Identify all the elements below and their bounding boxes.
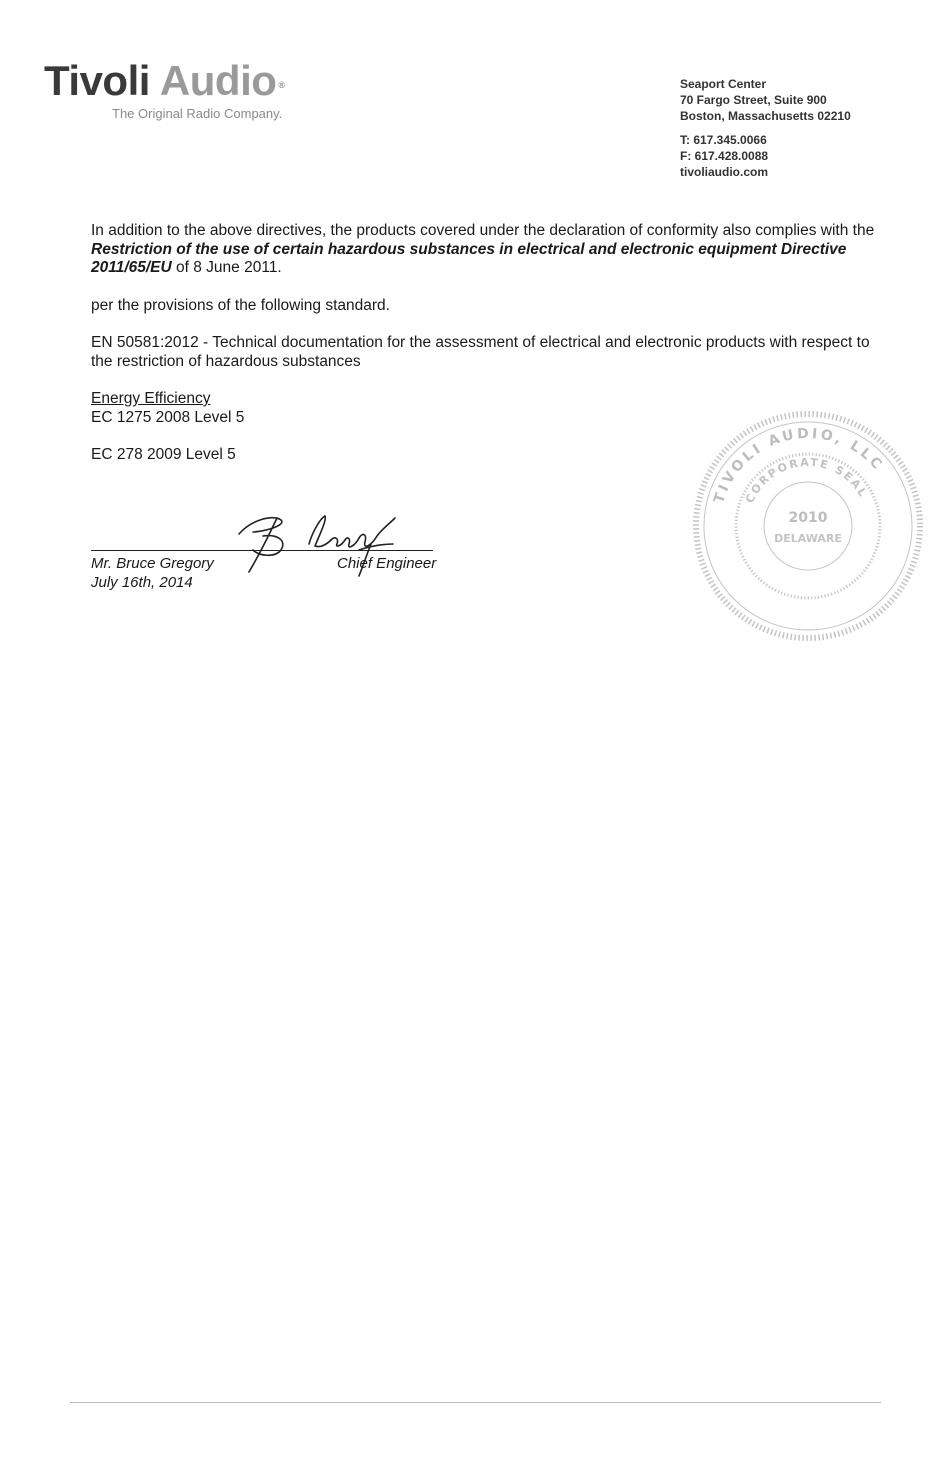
paragraph-directive: In addition to the above directives, the products covered under the declaration of conformity also complies with the Restriction of the use of certain hazardous substances in electrical and electronic equipment Directive 2011/65/EU of 8 June 2011. <box>91 222 875 276</box>
signatory-title: Chief Engineer <box>337 555 437 572</box>
energy-line-2: EC 278 2009 Level 5 <box>91 446 236 463</box>
logo-word-audio: Audio <box>159 57 277 104</box>
logo-wordmark <box>44 58 324 104</box>
address-line-1: Seaport Center <box>680 77 767 91</box>
signature-block <box>91 510 511 610</box>
signature-date: July 16th, 2014 <box>91 574 193 591</box>
signatory-name: Mr. Bruce Gregory <box>91 555 214 572</box>
corporate-seal <box>690 408 926 644</box>
registered-mark: ® <box>278 80 285 90</box>
seal-outer-text: TIVOLI AUDIO, LLC <box>711 425 887 506</box>
logo-word-tivoli: Tivoli <box>44 57 150 104</box>
energy-efficiency-heading: Energy Efficiency <box>91 390 211 407</box>
seal-center-bottom: DELAWARE <box>774 532 842 545</box>
fax-number: F: 617.428.0088 <box>680 149 769 163</box>
footer-divider <box>70 1402 881 1403</box>
address-line-2: 70 Fargo Street, Suite 900 <box>680 93 827 107</box>
paragraph-standard: EN 50581:2012 - Technical documentation for the assessment of electrical and electronic products with respect to the restriction of hazardous substances <box>91 334 870 370</box>
address-line-3: Boston, Massachusetts 02210 <box>680 109 851 123</box>
seal-center-top: 2010 <box>788 510 828 526</box>
company-address <box>680 76 851 180</box>
energy-line-1: EC 1275 2008 Level 5 <box>91 408 245 426</box>
signature-line <box>91 550 433 551</box>
company-logo <box>44 57 324 121</box>
paragraph-provisions: per the provisions of the following standard. <box>91 296 390 314</box>
logo-tagline: The Original Radio Company. <box>112 106 283 121</box>
directive-title: Restriction of the use of certain hazardous substances in electrical and electronic equipment Directive 2011/65/EU <box>91 240 847 276</box>
website: tivoliaudio.com <box>680 165 769 179</box>
svg-text:CORPORATE SEAL <box>743 456 870 505</box>
seal-inner-text: CORPORATE SEAL <box>743 455 871 506</box>
phone-number: T: 617.345.0066 <box>680 133 767 147</box>
